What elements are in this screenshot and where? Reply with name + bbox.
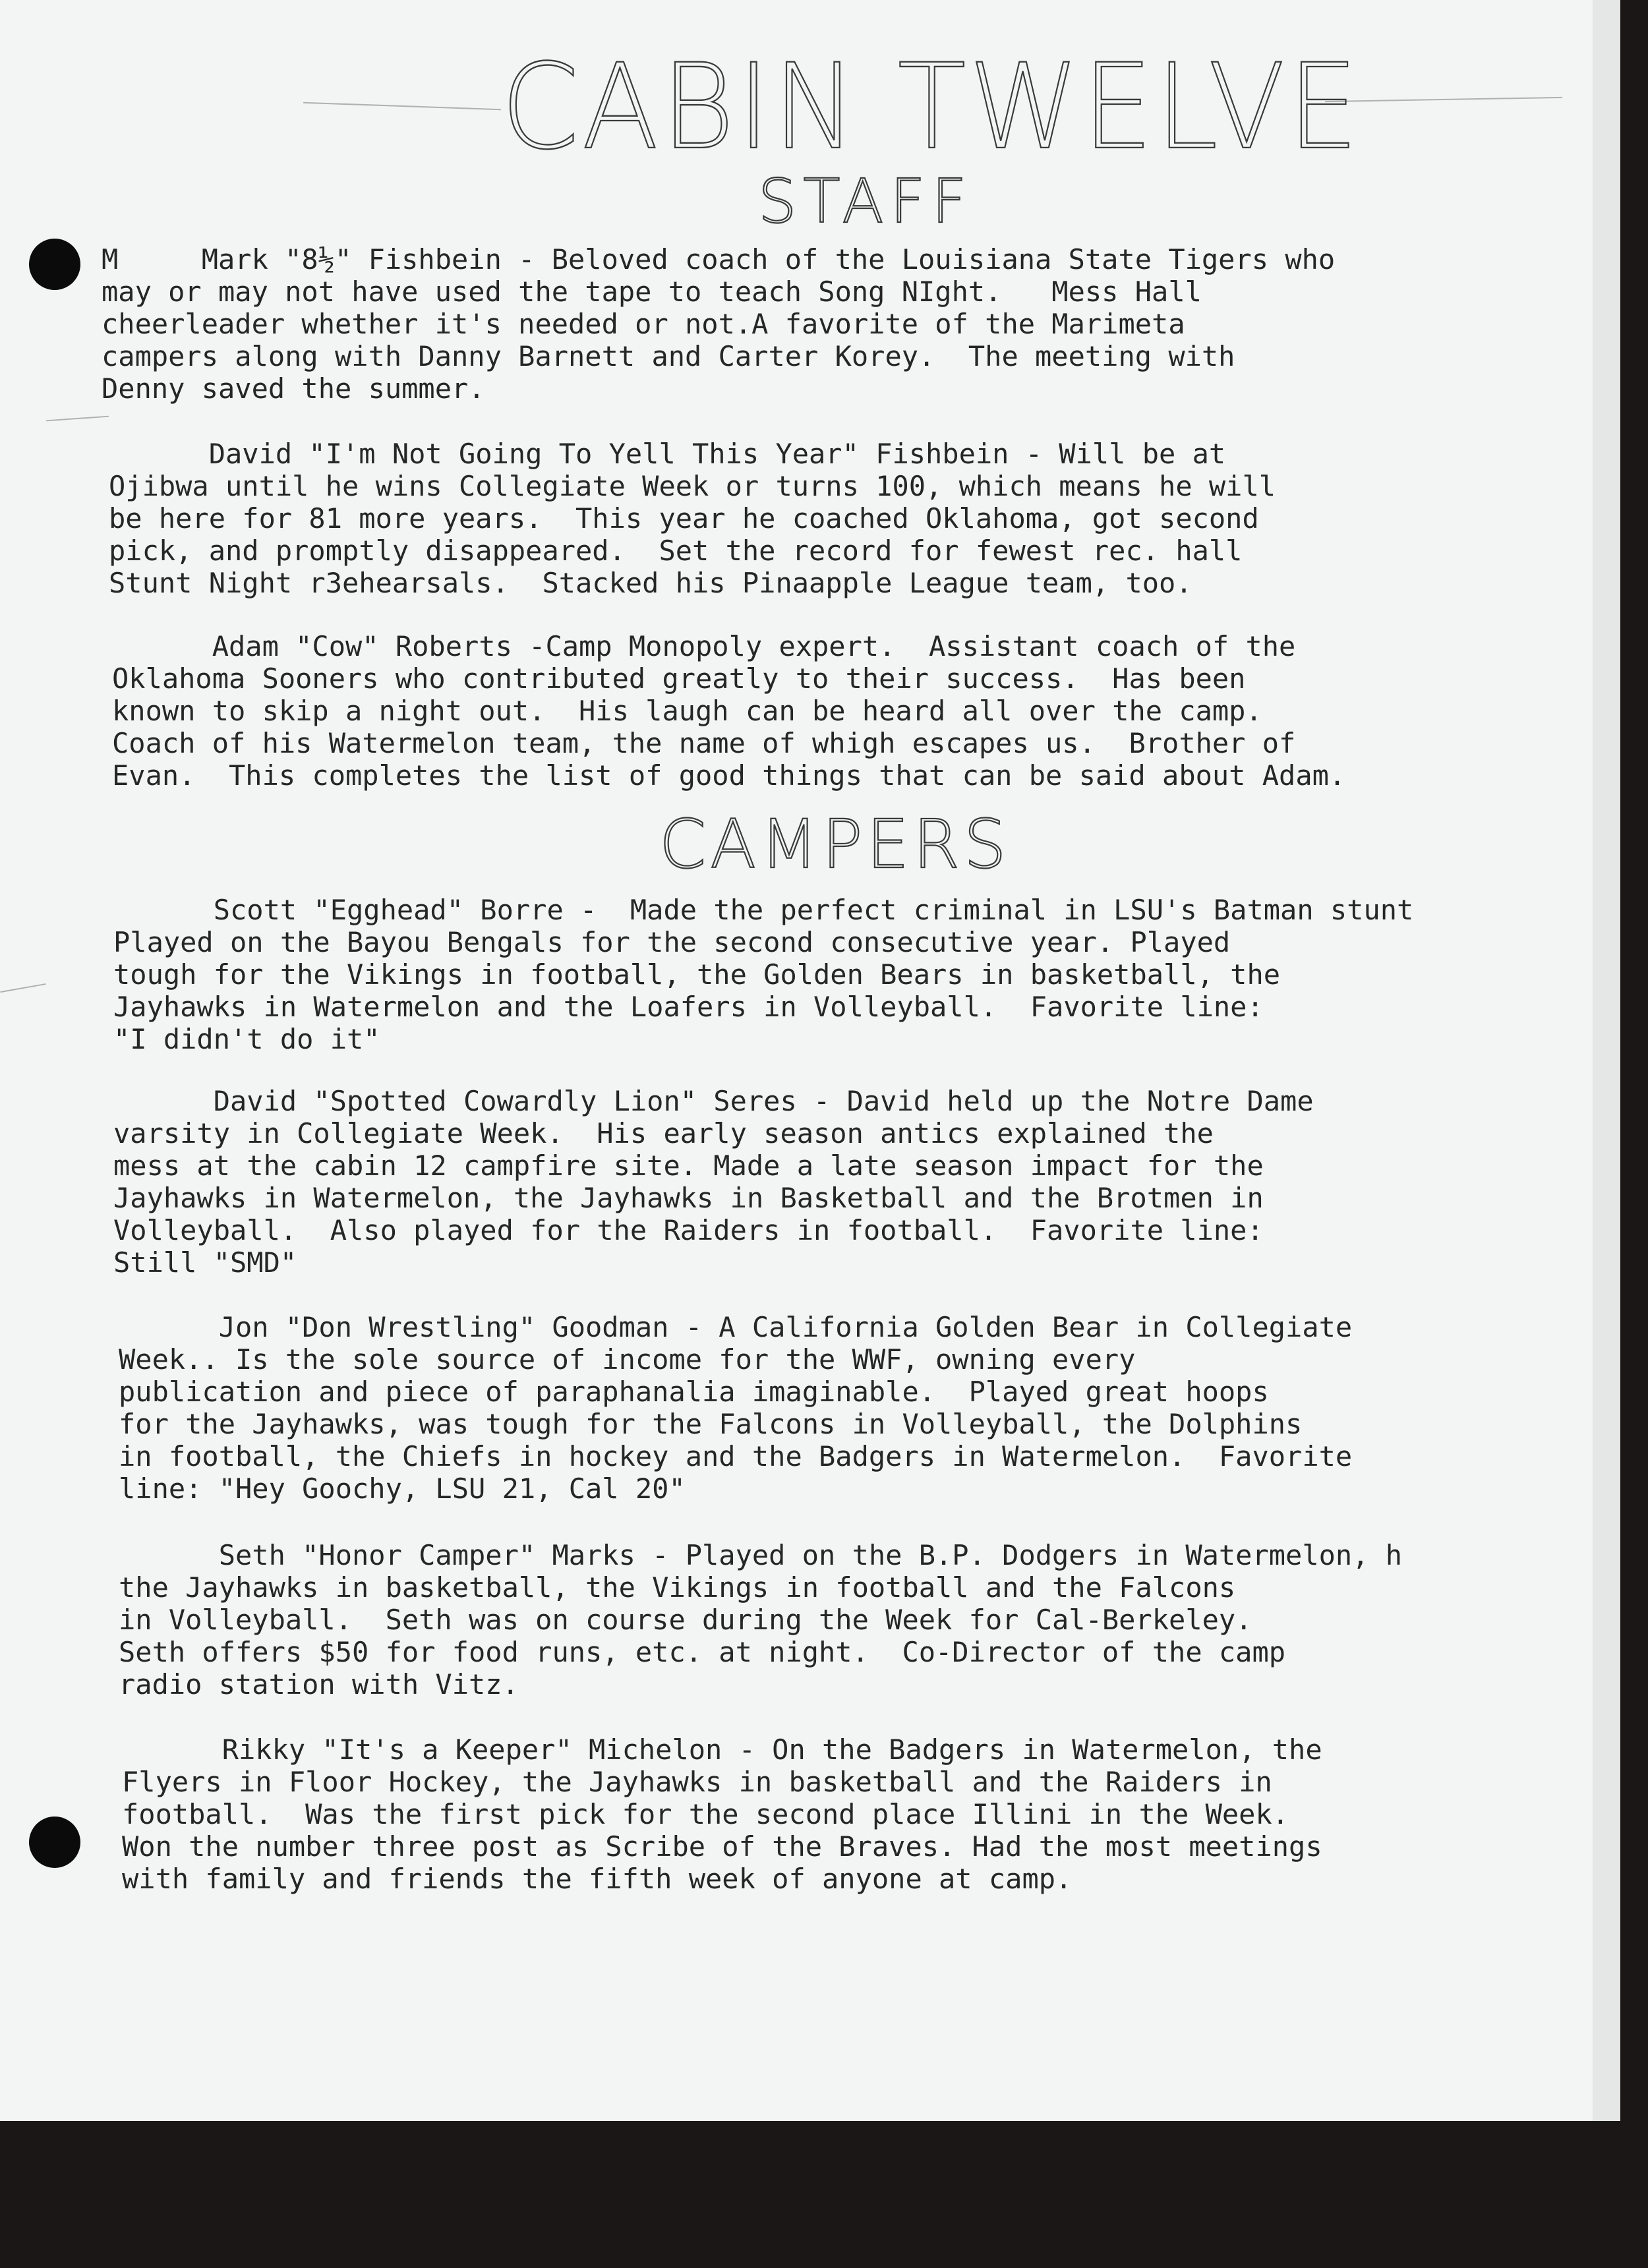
stray-mark <box>303 102 501 110</box>
campers-heading: CAMPERS <box>659 805 1011 884</box>
stray-mark <box>0 983 45 993</box>
punch-hole-top <box>29 239 80 290</box>
camper-entry-scott-borre: Scott "Egghead" Borre - Made the perfect criminal in LSU's Batman stunt Played on the Bayou Bengals for the second consecutive year. Played tough for the Vikings in football, the Golden Bears in basketball, the Jayhawks in Watermelon and the Loafers in Volleyball. Favorite line: "I didn't do it" <box>113 894 1414 1055</box>
scan-background <box>0 2121 1648 2268</box>
staff-entry-adam-roberts: Adam "Cow" Roberts -Camp Monopoly expert. Assistant coach of the Oklahoma Sooners who contributed greatly to their success. Has been known to skip a night out. His laugh can be heard all over the camp. Coach of his Watermelon team, the name of whigh escapes us. Brother of Evan. This completes the list of good things that can be said about Adam. <box>112 630 1346 792</box>
camper-entry-david-seres: David "Spotted Cowardly Lion" Seres - David held up the Notre Dame varsity in Collegiate Week. His early season antics explained the mess at the cabin 12 campfire site. Made a late season impact for the Jayhawks in Watermelon, the Jayhawks in Basketball and the Brotmen in Volleyball. Also played for the Raiders in football. Favorite line: Still "SMD" <box>113 1085 1314 1279</box>
page-title: CABIN TWELVE <box>501 39 1361 176</box>
camper-entry-seth-marks: Seth "Honor Camper" Marks - Played on the B.P. Dodgers in Watermelon, h the Jayhawks in basketball, the Vikings in football and the Falcons in Volleyball. Seth was on course during the Week for Cal-Berkeley. Seth offers $50 for food runs, etc. at night. Co-Director of the camp radio station with Vitz. <box>119 1539 1403 1701</box>
staff-entry-mark-fishbein: M Mark "8½" Fishbein - Beloved coach of the Louisiana State Tigers who may or may not have used the tape to teach Song NIght. Mess Hall cheerleader whether it's needed or not.A favorite of the Marimeta campers along with Danny Barnett and Carter Korey. The meeting with Denny saved the summer. <box>102 243 1336 405</box>
staff-entry-david-fishbein: David "I'm Not Going To Yell This Year" Fishbein - Will be at Ojibwa until he wins Collegiate Week or turns 100, which means he will be here for 81 more years. This year he coached Oklahoma, got second pick, and promptly disappeared. Set the record for fewest rec. hall Stunt Night r3ehearsals. Stacked his Pinaapple League team, too. <box>109 438 1276 599</box>
stray-mark <box>46 416 109 422</box>
staff-heading: STAFF <box>758 166 974 237</box>
paper-edge <box>1593 0 1620 2121</box>
punch-hole-bottom <box>29 1817 80 1868</box>
camper-entry-rikky-michelon: Rikky "It's a Keeper" Michelon - On the Badgers in Watermelon, the Flyers in Floor Hockey, the Jayhawks in basketball and the Raiders in football. Was the first pick for the second place Illini in the Week. Won the number three post as Scribe of the Braves. Had the most meetings with family and friends the fifth week of anyone at camp. <box>122 1733 1322 1895</box>
camper-entry-jon-goodman: Jon "Don Wrestling" Goodman - A California Golden Bear in Collegiate Week.. Is the sole source of income for the WWF, owning every publication and piece of paraphanalia imaginable. Played great hoops for the Jayhawks, was tough for the Falcons in Volleyball, the Dolphins in football, the Chiefs in hockey and the Badgers in Watermelon. Favorite line: "Hey Goochy, LSU 21, Cal 20" <box>119 1311 1353 1505</box>
